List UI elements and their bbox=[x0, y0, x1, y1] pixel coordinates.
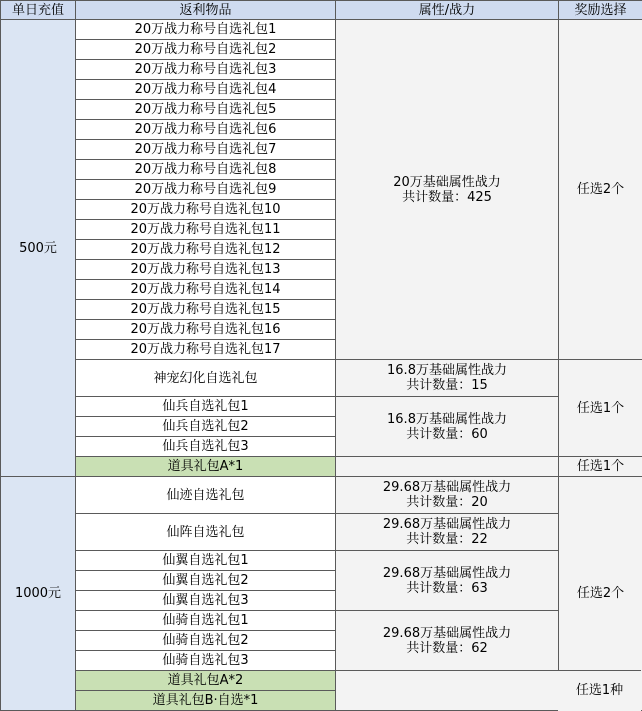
item-cell: 道具礼包B·自选*1 bbox=[76, 691, 336, 711]
item-cell: 仙兵自选礼包2 bbox=[76, 417, 336, 437]
charge-500: 500元 bbox=[1, 20, 76, 477]
reward-cell: 任选1个 bbox=[559, 360, 642, 457]
reward-cell-final: 任选1种 bbox=[558, 670, 641, 711]
item-cell: 仙兵自选礼包3 bbox=[76, 437, 336, 457]
item-cell: 20万战力称号自选礼包11 bbox=[76, 220, 336, 240]
header-charge: 单日充值 bbox=[1, 1, 76, 20]
attr-cell bbox=[336, 514, 559, 551]
table-row bbox=[1, 397, 642, 417]
attr-line2: 共计数量：425 bbox=[402, 189, 492, 205]
item-cell: 20万战力称号自选礼包10 bbox=[76, 200, 336, 220]
attr-line1: 16.8万基础属性战力 bbox=[387, 363, 507, 378]
item-cell: 仙翼自选礼包1 bbox=[76, 551, 336, 571]
attr-cell bbox=[336, 20, 559, 360]
attr-cell bbox=[336, 360, 559, 397]
table-row bbox=[1, 477, 642, 514]
item-cell: 仙迹自选礼包 bbox=[76, 477, 336, 514]
attr-cell bbox=[336, 611, 559, 671]
attr-cell bbox=[336, 671, 559, 711]
attr-line2: 共计数量：63 bbox=[406, 580, 488, 596]
attr-line1: 29.68万基础属性战力 bbox=[382, 480, 512, 495]
item-cell: 20万战力称号自选礼包12 bbox=[76, 240, 336, 260]
item-cell: 道具礼包A*2 bbox=[76, 671, 336, 691]
item-cell: 道具礼包A*1 bbox=[76, 457, 336, 477]
attr-line2: 共计数量：15 bbox=[406, 378, 488, 393]
item-cell: 20万战力称号自选礼包4 bbox=[76, 80, 336, 100]
header-row bbox=[1, 1, 642, 20]
charge-1000: 1000元 bbox=[1, 477, 76, 711]
item-cell: 仙兵自选礼包1 bbox=[76, 397, 336, 417]
attr-line1: 16.8万基础属性战力 bbox=[387, 411, 507, 427]
item-cell: 20万战力称号自选礼包6 bbox=[76, 120, 336, 140]
table-row bbox=[1, 20, 642, 40]
attr-line2: 共计数量：22 bbox=[406, 532, 488, 547]
attr-line1: 29.68万基础属性战力 bbox=[382, 565, 512, 581]
table-row bbox=[1, 360, 642, 397]
item-cell: 20万战力称号自选礼包8 bbox=[76, 160, 336, 180]
header-items: 返利物品 bbox=[76, 1, 336, 20]
attr-line2: 共计数量：60 bbox=[406, 426, 488, 442]
item-cell: 20万战力称号自选礼包13 bbox=[76, 260, 336, 280]
item-cell: 仙骑自选礼包1 bbox=[76, 611, 336, 631]
table-row bbox=[1, 611, 642, 631]
attr-cell bbox=[336, 551, 559, 611]
attr-cell bbox=[336, 477, 559, 514]
item-cell: 仙骑自选礼包3 bbox=[76, 651, 336, 671]
item-cell: 仙骑自选礼包2 bbox=[76, 631, 336, 651]
item-cell: 20万战力称号自选礼包3 bbox=[76, 60, 336, 80]
item-cell: 20万战力称号自选礼包9 bbox=[76, 180, 336, 200]
item-cell: 20万战力称号自选礼包7 bbox=[76, 140, 336, 160]
table-row bbox=[1, 457, 642, 477]
attr-line1: 20万基础属性战力 bbox=[393, 174, 501, 190]
header-reward: 奖励选择 bbox=[559, 1, 642, 20]
table-row bbox=[1, 514, 642, 551]
item-cell: 20万战力称号自选礼包16 bbox=[76, 320, 336, 340]
item-cell: 20万战力称号自选礼包5 bbox=[76, 100, 336, 120]
item-cell: 神宠幻化自选礼包 bbox=[76, 360, 336, 397]
item-cell: 20万战力称号自选礼包17 bbox=[76, 340, 336, 360]
attr-line1: 29.68万基础属性战力 bbox=[382, 517, 512, 532]
item-cell: 20万战力称号自选礼包15 bbox=[76, 300, 336, 320]
reward-cell: 任选2个 bbox=[559, 477, 642, 711]
item-cell: 仙阵自选礼包 bbox=[76, 514, 336, 551]
table-row bbox=[1, 551, 642, 571]
item-cell: 20万战力称号自选礼包14 bbox=[76, 280, 336, 300]
item-cell: 仙翼自选礼包2 bbox=[76, 571, 336, 591]
item-cell: 仙翼自选礼包3 bbox=[76, 591, 336, 611]
attr-cell bbox=[336, 457, 559, 477]
table-row bbox=[1, 671, 642, 691]
attr-line2: 共计数量：62 bbox=[406, 640, 488, 656]
attr-cell bbox=[336, 397, 559, 457]
reward-cell: 任选2个 bbox=[559, 20, 642, 360]
item-cell: 20万战力称号自选礼包2 bbox=[76, 40, 336, 60]
item-cell: 20万战力称号自选礼包1 bbox=[76, 20, 336, 40]
header-attr: 属性/战力 bbox=[336, 1, 559, 20]
reward-cell: 任选1个 bbox=[559, 457, 642, 477]
attr-line1: 29.68万基础属性战力 bbox=[382, 625, 512, 641]
attr-line2: 共计数量：20 bbox=[406, 495, 488, 510]
